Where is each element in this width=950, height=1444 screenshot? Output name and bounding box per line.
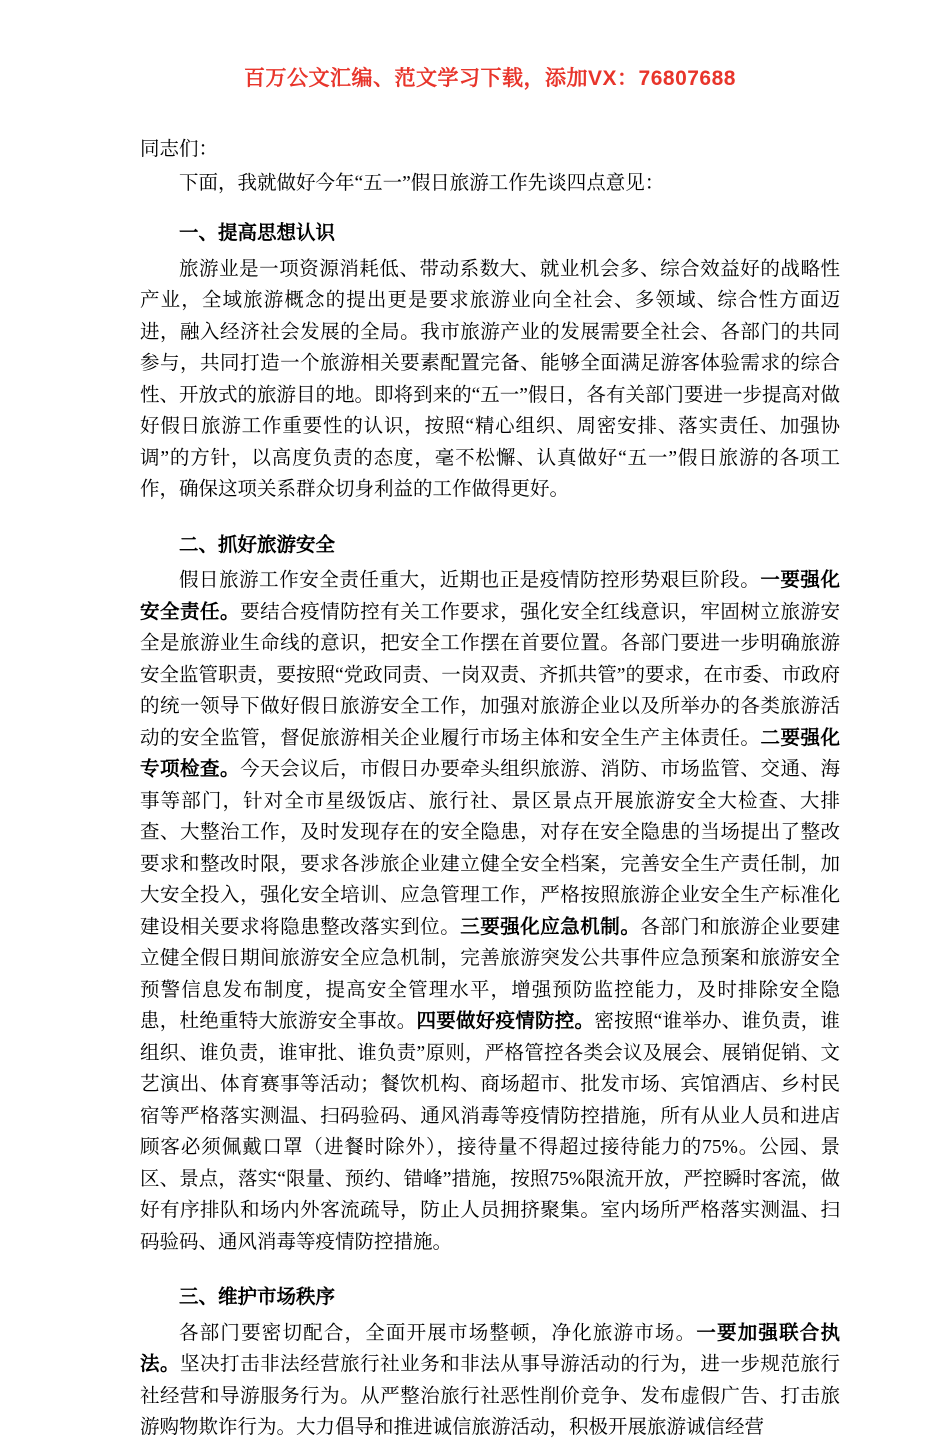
text-run: 旅游业是一项资源消耗低、带动系数大、就业机会多、综合效益好的战略性产业，全域旅游概念的提出更是要求旅游业向全社会、多领域、综合性方面迈进，融入经济社会发展的全局。我市旅游产业的发展需要全社会、各部门的共同参与，共同打造一个旅游相关要素配置完备、能够全面满足游客体验需求的综合性、开放式的旅游目的地。即将到来的“五一”假日，各有关部门要进一步提高对做好假日旅游工作重要性的认识，按照“精心组织、周密安排、落实责任、加强协调”的方针，以高度负责的态度，毫不松懈、认真做好“五一”假日旅游的各项工作，确保这项关系群众切身利益的工作做得更好。 <box>140 258 840 500</box>
emphasis-run: 二要强化专项检查。 <box>140 726 840 780</box>
text-run: 坚决打击非法经营旅行社业务和非法从事导游活动的行为，进一步规范旅行社经营和导游服务行为。从严整治旅行社恶性削价竞争、发布虚假广告、打击旅游购物欺诈行为。大力倡导和推进诚信旅游活动，积极开展旅游诚信经营 <box>140 1354 840 1438</box>
text-run: 假日旅游工作安全责任重大，近期也正是疫情防控形势艰巨阶段。 <box>179 570 761 591</box>
emphasis-run: 三要强化应急机制。 <box>460 915 641 938</box>
section-1-paragraph-1 <box>140 254 840 506</box>
intro-paragraph: 下面，我就做好今年“五一”假日旅游工作先谈四点意见： <box>179 172 665 194</box>
document-body <box>140 134 840 1444</box>
emphasis-run: 一要强化安全责任。 <box>140 569 840 623</box>
text-run: 今天会议后，市假日办要牵头组织旅游、消防、市场监管、交通、海事等部门，针对全市星级饭店、旅行社、景区景点开展旅游安全大检查、大排查、大整治工作，及时发现存在的安全隐患，对存在安全隐患的当场提出了整改要求和整改时限，要求各涉旅企业建立健全安全档案，完善安全生产责任制，加大安全投入，强化安全培训、应急管理工作，严格按照旅游企业安全生产标准化建设相关要求将隐患整改落实到位。 <box>140 759 840 938</box>
salutation: 同志们： <box>140 139 219 160</box>
emphasis-run: 四要做好疫情防控。 <box>416 1010 595 1032</box>
section-heading-1: 一、提高思想认识 <box>179 222 336 244</box>
section-3-paragraph-1 <box>140 1318 840 1444</box>
text-run: 密按照“谁举办、谁负责，谁组织、谁负责，谁审批、谁负责”原则，严格管控各类会议及展会、展销促销、文艺演出、体育赛事等活动；餐饮机构、商场超市、批发市场、宾馆酒店、乡村民宿等严格落实测温、扫码验码、通风消毒等疫情防控措施，所有从业人员和进店顾客必须佩戴口罩（进餐时除外），接待量不得超过接待能力的75%。公园、景区、景点，落实“限量、预约、错峰”措施，按照75%限流开放，严控瞬时客流，做好有序排队和场内外客流疏导，防止人员拥挤聚集。室内场所严格落实测温、扫码验码、通风消毒等疫情防控措施。 <box>140 1011 840 1253</box>
text-run: 各部门要密切配合，全面开展市场整顿，净化旅游市场。 <box>179 1322 697 1344</box>
section-2-paragraph-1 <box>140 565 840 1258</box>
emphasis-run: 一要加强联合执法。 <box>140 1321 840 1375</box>
text-run: 各部门和旅游企业要建立健全假日期间旅游安全应急机制，完善旅游突发公共事件应急预案和旅游安全预警信息发布制度，提高安全管理水平，增强预防监控能力，及时排除安全隐患，杜绝重特大旅游安全事故。 <box>140 916 840 1032</box>
promo-banner: 百万公文汇编、范文学习下载，添加VX：76807688 <box>244 67 736 90</box>
text-run: 要结合疫情防控有关工作要求，强化安全红线意识，牢固树立旅游安全是旅游业生命线的意识，把安全工作摆在首要位置。各部门要进一步明确旅游安全监管职责，要按照“党政同责、一岗双责、齐抓共管”的要求，在市委、市政府的统一领导下做好假日旅游安全工作，加强对旅游企业以及所举办的各类旅游活动的安全监管，督促旅游相关企业履行市场主体和安全生产主体责任。 <box>140 601 840 749</box>
section-heading-3: 三、维护市场秩序 <box>179 1286 336 1308</box>
section-heading-2: 二、抓好旅游安全 <box>179 533 336 556</box>
